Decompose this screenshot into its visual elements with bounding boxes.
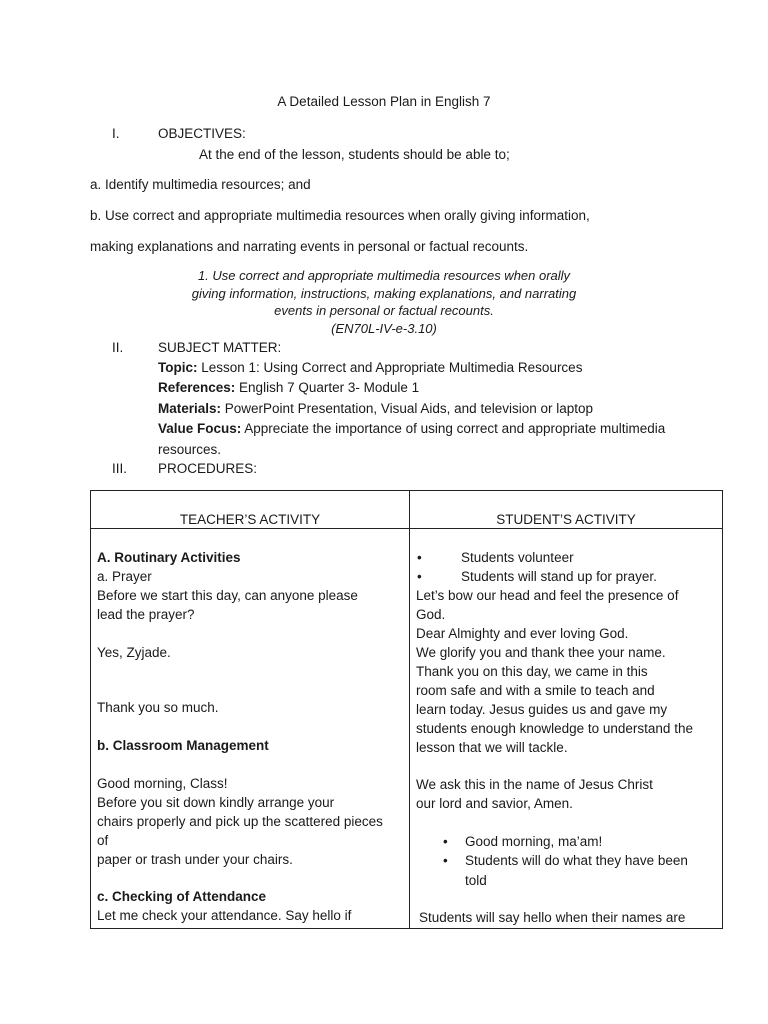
subject-matter-heading: SUBJECT MATTER: [158,340,282,355]
references-value: English 7 Quarter 3- Module 1 [235,380,420,395]
student-text: Students will say hello when their names are [419,910,686,925]
bullet-icon: • [417,550,422,565]
competency-code: (EN70L-IV-e-3.10) [331,320,437,336]
prayer-label: a. Prayer [97,569,152,584]
student-text: Let’s bow our head and feel the presence of [416,588,679,603]
teacher-text: paper or trash under your chairs. [97,852,293,867]
student-text: room safe and with a smile to teach and [416,683,655,698]
teacher-text: Good morning, Class! [97,776,228,791]
section-numeral-procedures: III. [112,461,128,476]
attendance-heading: c. Checking of Attendance [97,889,267,904]
references-line [158,380,419,395]
learning-competency [0,267,768,337]
student-bullet: Students will stand up for prayer. [461,569,657,584]
teacher-text: of [97,833,109,848]
student-text: God. [416,607,446,622]
teacher-text: Before you sit down kindly arrange your [97,795,335,810]
student-text: learn today. Jesus guides us and gave my [416,702,668,717]
objective-item-b: b. Use correct and appropriate multimedia resources when orally giving information, [90,208,590,223]
document-title: A Detailed Lesson Plan in English 7 [277,94,491,109]
objective-item-b-continued: making explanations and narrating events in personal or factual recounts. [90,239,529,254]
student-bullet-continued: told [465,873,487,888]
student-bullet: Students volunteer [461,550,574,565]
student-bullet: Good morning, ma’am! [465,834,603,849]
section-numeral-objectives: I. [112,126,120,141]
topic-value: Lesson 1: Using Correct and Appropriate Multimedia Resources [197,360,583,375]
classroom-management-heading: b. Classroom Management [97,738,269,753]
bullet-icon: • [443,834,448,849]
competency-line: giving information, instructions, making explanations, and narrating [191,285,577,301]
value-focus-line [158,421,665,436]
value-focus-label: Value Focus: [158,421,242,436]
value-focus-value: Appreciate the importance of using correct and appropriate multimedia [241,421,666,436]
procedures-heading: PROCEDURES: [158,461,258,476]
teacher-text: Thank you so much. [97,700,219,715]
bullet-icon: • [443,853,448,868]
student-text: lesson that we will tackle. [416,740,568,755]
value-focus-continued: resources. [158,442,222,457]
student-text: Thank you on this day, we came in this [416,664,648,679]
teacher-text: Let me check your attendance. Say hello if [97,908,352,923]
teacher-text: lead the prayer? [97,607,195,622]
student-activity-header: STUDENT’S ACTIVITY [496,512,636,527]
competency-line: events in personal or factual recounts. [274,303,494,318]
references-label: References: [158,380,236,395]
topic-line [158,360,582,375]
teacher-text: chairs properly and pick up the scattered pieces [97,814,383,829]
student-text: We ask this in the name of Jesus Christ [416,777,653,792]
student-text: our lord and savior, Amen. [416,796,573,811]
teacher-text: Yes, Zyjade. [97,645,171,660]
objective-item-a: a. Identify multimedia resources; and [90,177,311,192]
student-bullet: Students will do what they have been [465,853,688,868]
student-text: students enough knowledge to understand the [416,721,693,736]
section-numeral-subject: II. [112,340,124,355]
teacher-text: Before we start this day, can anyone please [97,588,358,603]
routinary-heading: A. Routinary Activities [97,550,241,565]
teacher-activity-header: TEACHER’S ACTIVITY [179,512,321,527]
column-divider [409,491,410,928]
objectives-intro: At the end of the lesson, students should be able to; [199,147,510,162]
materials-value: PowerPoint Presentation, Visual Aids, and television or laptop [221,401,594,416]
bullet-icon: • [417,569,422,584]
student-text: We glorify you and thank thee your name. [416,645,666,660]
objectives-heading: OBJECTIVES: [158,126,246,141]
header-divider [91,528,722,529]
student-text: Dear Almighty and ever loving God. [416,626,629,641]
competency-line: 1. Use correct and appropriate multimedia resources when orally [197,268,571,283]
materials-label: Materials: [158,401,222,416]
materials-line [158,401,593,416]
topic-label: Topic: [158,360,198,375]
activity-table [90,490,723,929]
